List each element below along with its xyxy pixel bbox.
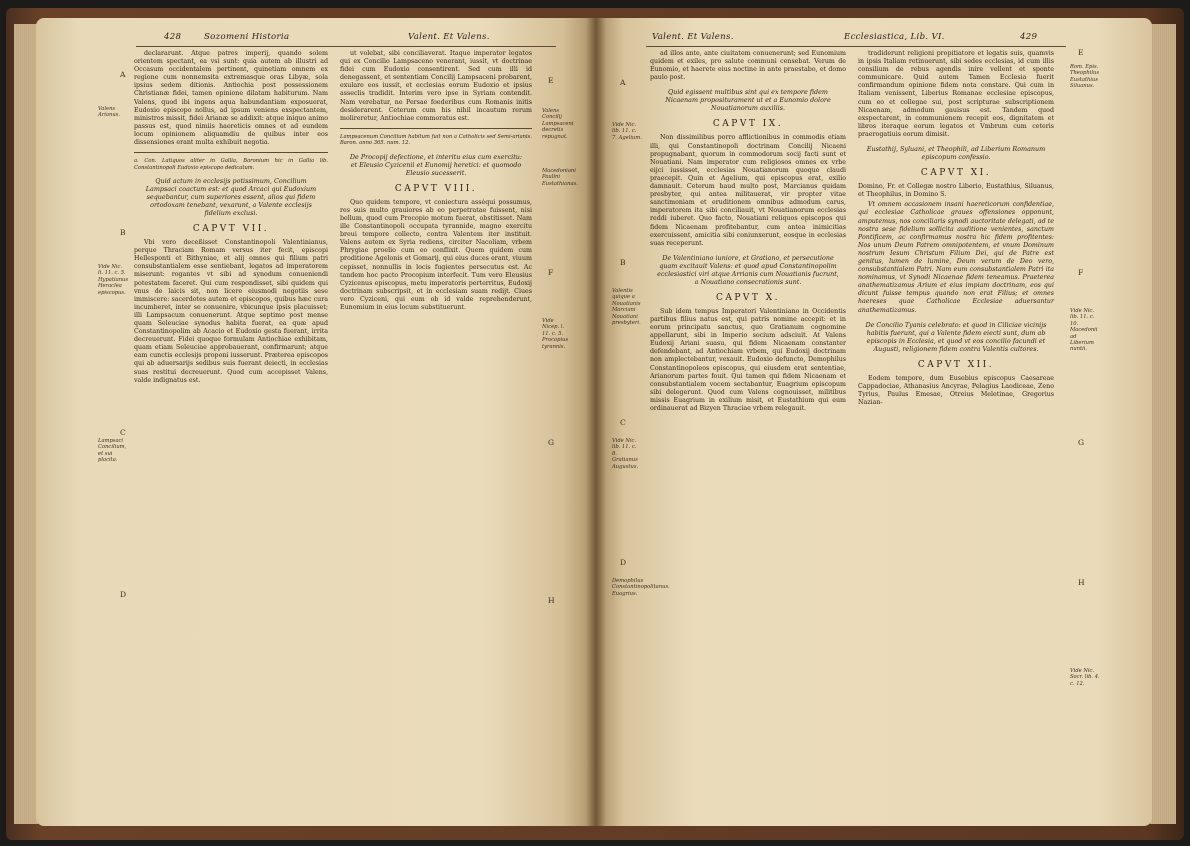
chapter-body: Vbi vero deceßisset Constantinopoli Valentinianus, perque Thraciam Romam versus iter fecit, episcopi Hellesponti et Bithyniae, et alij omnes qui filium patri consubstantialem esse sentiebant, legatos ad imperatorem miserunt: rogantes vt sibi ad synodum conueniendi potestatem faceret. Qui cum respondisset, sibi quidem qui vnus de laicis sit, non licere eiusmodi negotiis sese immiscere: sacerdotes autem et episcopos, quibus hæc cura incumberet, inter se conuenire, vbicunque ipsis placuisset; illi Lampsacum conuenerunt. Atque septimo post mense quam Seleuciae synodus habita fuerat, ea quæ apud Constantinopolim ab Acacio et Eudoxio gesta fuerant, irrita decreuerunt. Fidei quoque formulam Antiochiae exhibitam, quam etiam Seleuciae approbauerant, confirmarunt; atque eam cunctis ecclesijs proponi iusserunt. Præterea episcopos qui ab aduersarijs sedibus suis fuerant deiecti, in ecclesias suas restitui decreuerunt. Quod cum accepisset Valens, valde indignatus est.: [134, 239, 328, 384]
left-head-rule: [136, 46, 556, 47]
chapter-heading: CAPVT XI.: [920, 168, 992, 179]
chapter-heading: CAPVT VII.: [192, 223, 270, 234]
left-margin-note: Lampsaci Concilium, et sui placita.: [98, 438, 127, 464]
outer-margin-letter: F: [1078, 268, 1084, 277]
right-running-head-names: Valent. Et Valens.: [652, 32, 734, 42]
inner-margin-note: Valentis quique a Nouatianis Marciani Nouatiani presbyteri.: [612, 288, 641, 327]
book-gutter: [586, 18, 606, 826]
chapter-heading: CAPVT VIII.: [394, 183, 478, 194]
chapter-summary: Eustathij, Syluani, et Theophili, ad Liberium Romanum episcopum confessio.: [866, 145, 1046, 162]
inner-margin-note: Macedoniani Paulini Eustathianas.: [542, 168, 578, 187]
outer-margin-note: Vide Nic. Socr. lib. 4. c. 12.: [1070, 668, 1100, 687]
paragraph: [134, 239, 328, 385]
outer-margin-note: Vide Nic. lib. 11. c. 10. Macedonii ad Liberium nuntii.: [1070, 308, 1098, 353]
chapter-body: Sub idem tempus Imperatori Valentiniano in Occidentis partibus filius natus est, qui patris nomine accepit: et in eorum principatu sanctus, quo Gratianum cognomine appellarunt, sibi in Imperio socium adsciuit. At Valens Eudoxij Ariani suasu, qui fidem Nicaenam constanter defendebant, ad Antiochiam vrbem, qui Eudoxij doctrinam non amplectebantur, vexauit. Eudoxio defuncto, Demophilus Constantinopoleos episcopus, qui eiusdem erat sententiae, Arianorum partes fouit. Qui tamen qui fidem Nicaenam et consubstantialem vocem sectabantur, Euagrium episcopum sibi delegerunt. Quod cum Valens cognouisset, militibus missis Euagrium in exilium misit, et Eustathium qui eum ordinauerat ad Bizyen Thraciae vrbem relegauit.: [650, 307, 846, 412]
paragraph: [650, 308, 846, 413]
paragraph: [858, 201, 1054, 314]
inner-margin-note: Vide Nicep. l. 11. c. 5. Procopius tyrannis.: [542, 318, 569, 350]
inner-margin-letter: C: [620, 418, 626, 427]
left-page-number: 428: [164, 32, 182, 42]
left-margin-note: Vide Nic. li. 11. c. 5. Hypatianus Heraclea episcopus.: [98, 264, 129, 296]
right-page-number: 429: [1020, 32, 1038, 42]
chapter-body: Eodem tempore, dum Eusebius episcopus Caesareae Cappadociae, Athanasius Ancyrae, Pelagius Laodiceae, Zeno Tyrius, Paulus Emesae, Otreius Meletinae, Gregorius Nazian-: [858, 374, 1054, 406]
paragraph: tradiderunt religioni propitiatore et legatis suis, quamvis in ipsis Italiam retinuerunt, sibi sedes ecclesias, id cum illis consilium de rebus agendis inire vellent et sponte communicare. Quid autem Tamen Ecclesia fuerit confirmandum opinione fidem nota constare. Qui cum in Italiam venissent, Liberius Romanae ecclesiae episcopus, cum eo et collegae sui, post scripturae subscriptionem Nicaenam, admodum gauisus est. Tandem quod exspectarent, in communionem recepit eos, dignitatem et libros iteraque eorum legatos et Vmbrum cum ceteris praerogatiuis eorum dimisit.: [858, 50, 1054, 138]
left-margin-letter: A: [120, 70, 126, 79]
paragraph: [650, 134, 846, 247]
left-margin-letter: D: [120, 590, 127, 599]
outer-margin-letter: E: [1078, 48, 1084, 57]
left-page-edges: [14, 24, 38, 824]
left-margin-letter: C: [120, 428, 126, 437]
chapter-heading: CAPVT X.: [715, 292, 781, 303]
right-running-head-title: Ecclesiastica, Lib. VI.: [844, 32, 945, 42]
left-margin-letter: B: [120, 228, 126, 237]
inner-margin-note: Vide Nic. lib. 11. c. 8. Gratianus Augustus.: [612, 438, 639, 470]
paragraph: [858, 375, 1054, 407]
left-margin-note: Valens Arianus.: [98, 106, 120, 119]
chapter-summary: De Procopij defectione, et interitu eius cum exercitu: et Eleusio Cyzicenii et Eunomij heretici: et quomodo Eleusio sucesserit.: [349, 152, 523, 177]
right-column-2: [858, 50, 1054, 409]
right-page-edges: [1150, 24, 1176, 824]
divider: [134, 152, 328, 153]
chapter-summary: Quid actum in ecclesijs potissimum, Concilium Lampsaci coactum est: et quod Arcaci qui Eudoxium sequebantur, cum superiores essent, alios qui fidem ortodoxam tenebant, vexarunt, a Valente ecclesijs fidelium exclusi.: [145, 176, 317, 217]
letter-salutation: Domino, Fr. et Collegæ nostro Liberio, Eustathius, Siluanus, et Theophilus, in Domino S.: [858, 183, 1054, 199]
chapter-heading: CAPVT IX.: [712, 119, 784, 130]
inner-margin-letter: B: [620, 258, 626, 267]
inner-margin-letter: G: [548, 438, 555, 447]
chapter-summary: Quid egissent multibus sint qui ex tempore fidem Nicaenam propositurament ut et a Eunomio dolore Nouatianorum auxiliis.: [665, 88, 831, 113]
footnote: Lampsacenum Concilium habitum fuit non a Catholicis sed Semi-arianis. Baron. anno 365. num. 12.: [340, 133, 532, 147]
left-running-head-names: Valent. Et Valens.: [408, 32, 490, 42]
left-running-head-title: Sozomeni Historia: [204, 32, 290, 42]
paragraph: declararunt. Atque patres imperij, quando solem orientem spectant, ea vsi sunt: quia autem ab illustri ad Occasum occidentalem pertinent, quinetiam omnem ex regione cum nonnemsita extremasque oras Libyæ, sola ipsius sedem ditionis. Antiochia post possessionem Christianæ fidei, tamen opinione dilatam habiturum. Nam Valens, quod ibi ingens aqua habundantiam exposuerat, Eudoxio episcopo nollus, ad ipsum veniens exspectantem, ministros missit, fidei Arianæ se addixit: atque iniquo animo passus est, quod nimiis haereticis omnes et ad eundem locum opinionem aliquamdiu de quibus inter eos dissensiones erant multa exhibuit negotia.: [134, 50, 328, 147]
inner-margin-letter: E: [548, 76, 554, 85]
chapter-body: Vt omnem occasionem insani haereticorum confidentiae, qui ecclesiae Catholicae graues offensiones opponunt, amputemus, nos conciliaris synodi auctoritate delegati, ad te nostra sese fidelium sollicita auditione venientes, sanctum Pontificem, ac confirmamus nostra hic fidem profitentes: Nos unum Deum Patrem omnipotentem, et vnum Dominum nostrum Iesum Christum Filium Dei, qui de Patre est genitus, lumen de lumine, Deum verum de Deo vero, consubstantialem Patri. Nam eum consubstantialem Patri ita nominamus, vt Synodi Nicaenae fidem teneamus. Praeterea anathematizamus Arium et eius impiam doctrinam, eos qui dicunt fuisse tempus quando non erat Filius; et omnes haereses quae Catholicae Ecclesiae aduersantur anathematizamus.: [858, 201, 1054, 314]
right-page: [596, 18, 1152, 826]
left-column-1: [134, 50, 328, 387]
chapter-heading: CAPVT XII.: [917, 359, 995, 370]
outer-margin-note: Rom. Epis. Theophilus Eustathius Siluanus.: [1070, 64, 1099, 90]
paragraph: ad illos ante, ante ciuitatem conuenerunt; sed Eunomium quidem et exiles, pro salute communi censebat. Verum de Eunomio, et haerete eius noctine in ante praestabo, et domo paulo post.: [650, 50, 846, 82]
chapter-body: Quo quidem tempore, vt coniectura asséqui possumus, res suis multo grauiores ab eo perpetratae fuissent, nisi bellum, quod cum Procopio motum fuerat, obstitisset. Nam ille Constantinopoli occupata tyrannide, magno exercitu breui tempore collecto, contra Valentem iter instituit. Valens autem ex Syria rediens, circiter Nacoliam, vrbem Phrygiae proelio cum eo conflixit. Quem quidem cum proditione Agelonis et Gomarij, qui eius duces erant, viuum cepisset, nonnullis in locis fugientes persecutus est. Ac tandem hoc pacto Procopium interfecit. Tum vero Eleusius Cyzicenus episcopus, metu imperatoris perterritus, Eudoxij doctrinam subscripsit, et in ecclesiam suam redijt. Ciues vero Cyziceni, qui eum ob id valde reprehenderunt, Eunomium in eius locum substituerunt.: [340, 198, 532, 311]
left-column-2: [340, 50, 532, 314]
right-column-1: [650, 50, 846, 415]
chapter-summary: De Concilio Tyanis celebrato: et quod in Ciliciae vicinijs habitis fuerunt, qui a Valente fidem eiecti sunt, dum ab episcopis in Ecclesia, et quod vt eos concilio facundi et Augusti, religionem fidem contra Valentis cultores.: [865, 320, 1047, 353]
chapter-body: Non dissimilibus porro afflictionibus in commodis etiam illi, qui Constantinopoli doctrinam Concilij Nicaeni propugnabant, quorum in commodorum socij facti sunt et Nouatiani. Nam imperator cum religiosos omnes ex vrbe eijci iussisset, ecclesias Nouatianorum quoque claudi praecepit. Quin et Agelium, qui episcopus erat, exilio damnauit. Ceterum haud multo post, Marcianus quidam presbyter, qui antea militauerat, vir propter vitae sanctimoniam et eruditionem omnibus admodum carus, imperatorem ita sibi conciliauit, vt Nouatianorum ecclesias reddi iuberet. Quo facto, Nouatiani reliquos episcopos qui fidem Nicaenam profitebantur, cum antea inimicitias exercuissent, amicitia sibi coniunxerunt, eosque in ecclesias suas receperunt.: [650, 134, 846, 247]
inner-margin-letter: D: [620, 558, 627, 567]
inner-margin-note: Demophilus Constantinopolitanus. Euagrius.: [612, 578, 670, 597]
inner-margin-letter: H: [548, 596, 555, 605]
inner-margin-letter: F: [548, 268, 554, 277]
paragraph: ut volebat, sibi conciliaverat. Itaque imperator legatos qui ex Concilio Lampsaceno venerant, iussit, vt doctrinae fidei cum Eudoxio consentirent. Sed cum illi id denegassent, et sententiam Concilij Lampsaceni probarent, exulare eos iussit, et ecclesias eorum Eudoxio et ipsius asseclis tradidit. Interim vero ipse in Syriam contendit. Nam verebatur, ne Persae foederibus cum Romanis initis desiderarent. Ceterum cum his nihil incautum rerum molireretur, Antiochiae commoratus est.: [340, 50, 532, 122]
right-head-rule: [646, 46, 1066, 47]
paragraph: [340, 199, 532, 312]
inner-margin-note: Vide Nic. lib. 11. c. 7. Agelium.: [612, 122, 642, 141]
footnote: a. Con. Latiquos aliter in Gallia, Baronium hic in Gallia lib. Constantinopoli Eudoxio episcopo dedicatum.: [134, 158, 328, 171]
chapter-summary: De Valentiniano iuniore, et Gratiano, et persecutione quam excitauit Valens: et quod apud Constantinopolim ecclesiastici viri atque Arrianis cum Nouatianis fucrunt, a Nouatiano consecrationis sunt.: [657, 253, 839, 286]
outer-margin-letter: G: [1078, 438, 1085, 447]
inner-margin-letter: A: [620, 78, 626, 87]
inner-margin-note: Valens Concilij Lampsaceni decretis repugnat.: [542, 108, 574, 140]
left-page: [36, 18, 596, 826]
divider: [340, 128, 532, 129]
outer-margin-letter: H: [1078, 578, 1085, 587]
